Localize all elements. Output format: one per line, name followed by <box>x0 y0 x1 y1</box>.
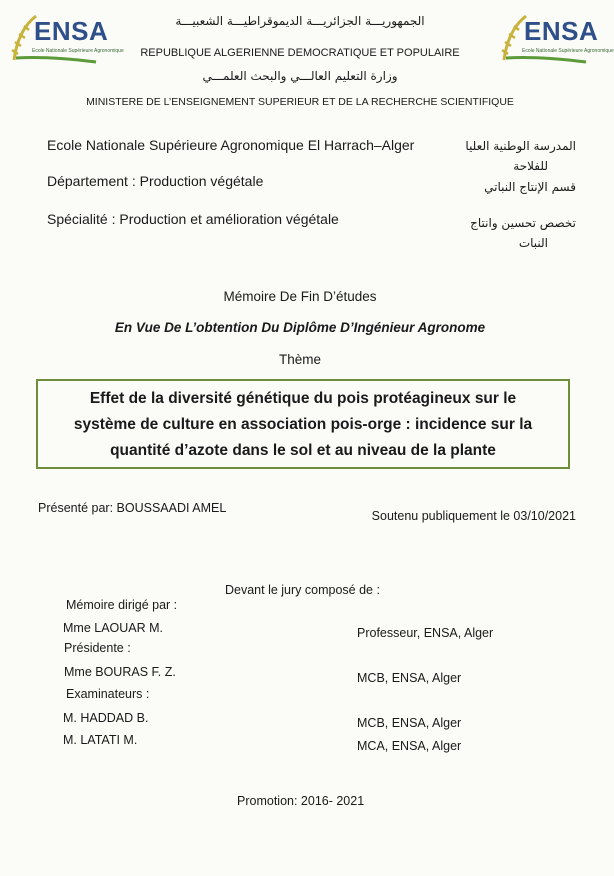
logo-subtext: Ecole Nationale Supérieure Agronomique <box>32 48 124 54</box>
jury-label-president: Présidente : <box>64 641 131 655</box>
jury-member-title: MCB, ENSA, Alger <box>357 716 462 730</box>
jury-member-title: MCB, ENSA, Alger <box>357 671 462 685</box>
school-name-ar-2: للفلاحة <box>513 159 548 173</box>
thesis-title-line: Effet de la diversité génétique du pois protéagineux sur le <box>89 390 517 407</box>
thesis-title-line: système de culture en association pois-orge : incidence sur la <box>73 416 533 433</box>
ministry-fr: MINISTERE DE L’ENSEIGNEMENT SUPERIEUR ET DE LA RECHERCHE SCIENTIFIQUE <box>86 96 514 108</box>
thesis-title-line: quantité d’azote dans le sol et au niveau de la plante <box>110 442 496 459</box>
thesis-title <box>38 381 568 464</box>
presented-by: Présenté par: BOUSSAADI AMEL <box>38 501 227 515</box>
jury-member-name: Mme LAOUAR M. <box>63 621 164 635</box>
jury-label-examiners: Examinateurs : <box>66 687 150 701</box>
theme-label: Thème <box>278 352 322 367</box>
logo-subtext: Ecole Nationale Supérieure Agronomique <box>522 48 614 54</box>
logo-text: ENSA <box>524 16 599 46</box>
degree-line: En Vue De L’obtention Du Diplôme D’Ingénieur Agronome <box>114 320 486 335</box>
speciality-fr: Spécialité : Production et amélioration végétale <box>47 211 339 227</box>
defense-date: Soutenu publiquement le 03/10/2021 <box>371 509 576 523</box>
memoir-type: Mémoire De Fin D’études <box>223 289 377 304</box>
republic-fr: REPUBLIQUE ALGERIENNE DEMOCRATIQUE ET POPULAIRE <box>140 47 460 59</box>
logo-text: ENSA <box>34 16 109 46</box>
jury-member-name: M. LATATI M. <box>63 733 138 747</box>
thesis-title-box <box>36 379 570 469</box>
jury-member-name: Mme BOURAS F. Z. <box>64 665 176 679</box>
speciality-ar-1: تخصص تحسين وانتاج <box>470 216 576 230</box>
jury-member-title: Professeur, ENSA, Alger <box>357 626 494 640</box>
jury-member-title: MCA, ENSA, Alger <box>357 739 462 753</box>
ministry-ar: وزارة التعليم العالـــي والبحث العلمـــي <box>202 69 398 83</box>
department-fr: Département : Production végétale <box>47 173 264 189</box>
jury-heading: Devant le jury composé de : <box>225 583 380 597</box>
jury-label-director: Mémoire dirigé par : <box>66 598 178 612</box>
jury-member-name: M. HADDAD B. <box>63 711 149 725</box>
school-name-ar-1: المدرسة الوطنية العليا <box>465 139 576 153</box>
department-ar: قسم الإنتاج النباتي <box>484 180 576 194</box>
speciality-ar-2: النبات <box>518 236 548 250</box>
republic-ar: الجمهوريـــة الجزائريـــة الديموقراطيـــة الشعبيـــة <box>175 14 425 28</box>
promotion: Promotion: 2016- 2021 <box>237 794 365 808</box>
school-name-fr: Ecole Nationale Supérieure Agronomique El Harrach–Alger <box>47 137 415 153</box>
